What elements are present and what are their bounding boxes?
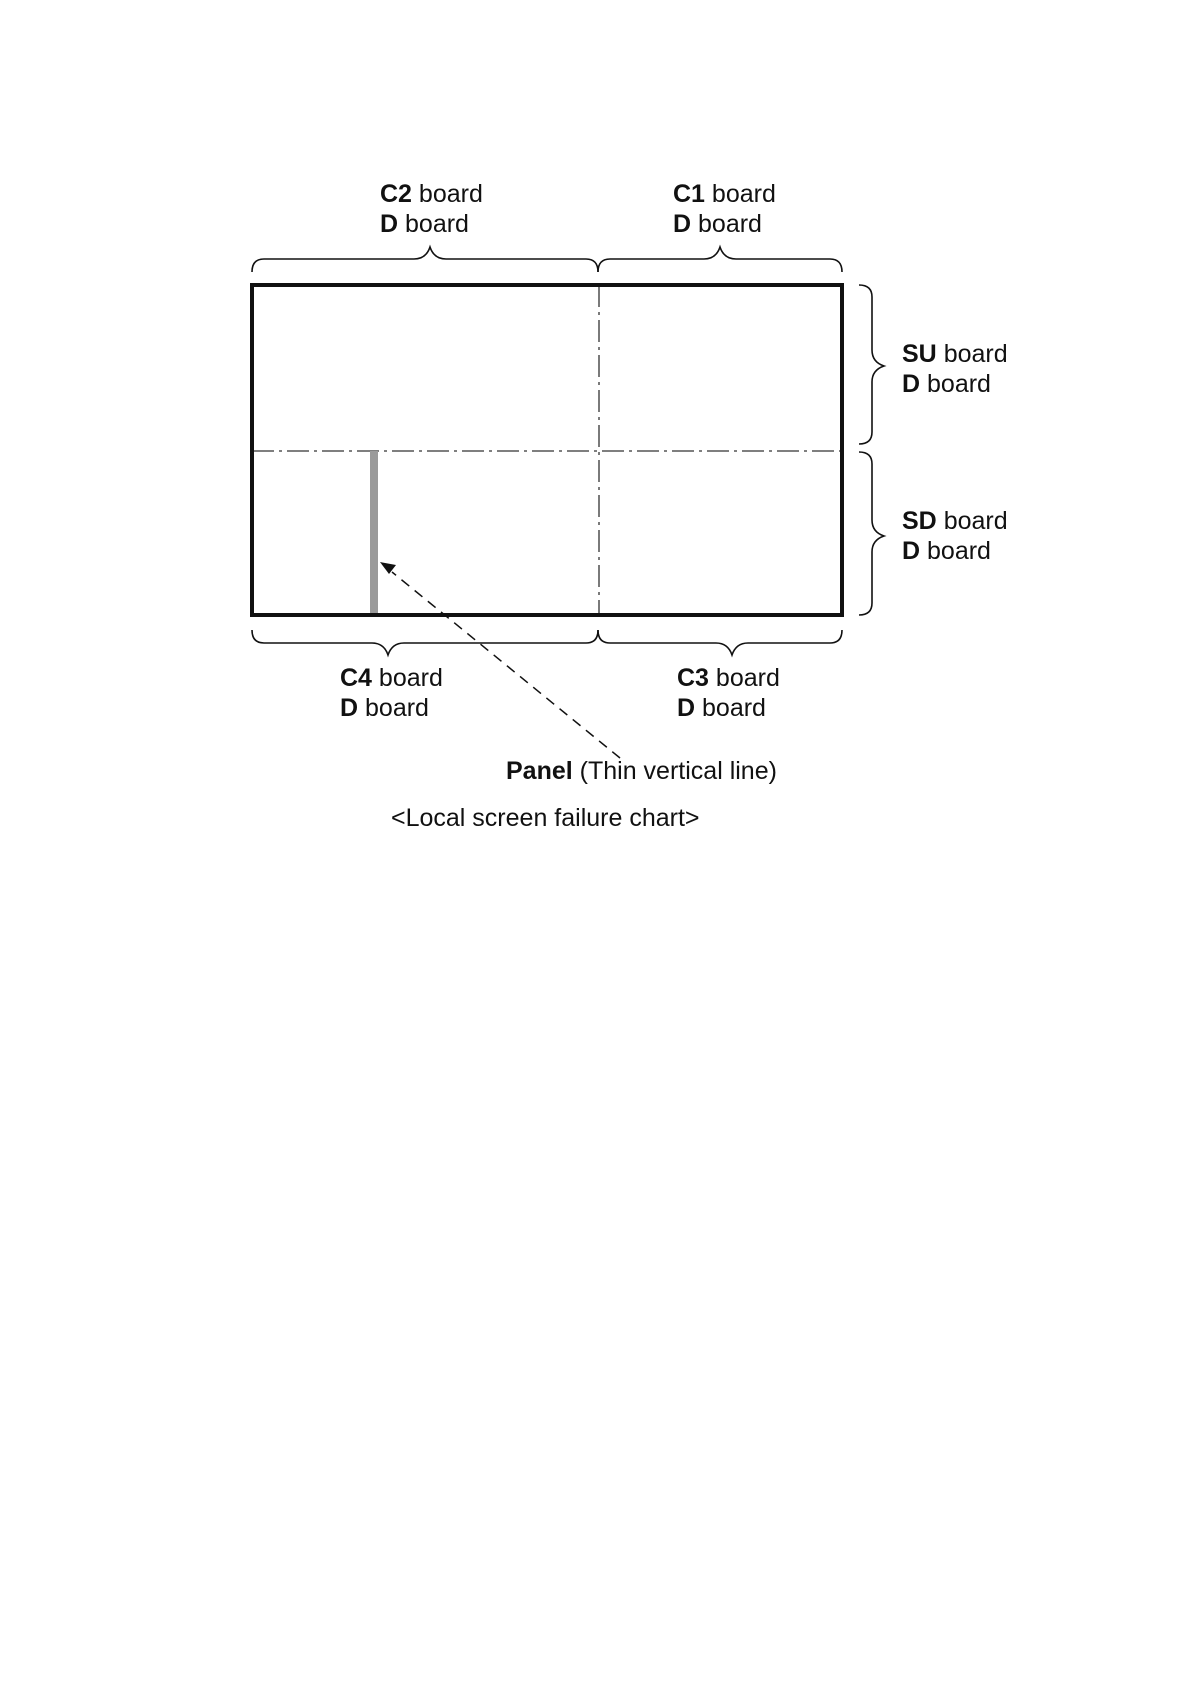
label-sd-d-board bbox=[902, 506, 1008, 566]
defect-vertical-line bbox=[370, 451, 378, 616]
c2-code: C2 bbox=[380, 180, 412, 208]
right-bottom-brace bbox=[859, 452, 884, 615]
c4-code: C4 bbox=[340, 664, 372, 692]
su-word: board bbox=[943, 340, 1008, 368]
c3-code: C3 bbox=[677, 664, 709, 692]
c2-word: board bbox=[418, 180, 483, 208]
su-code: SU bbox=[902, 340, 937, 368]
c2-d-word: board bbox=[405, 210, 469, 238]
c3-word: board bbox=[715, 664, 780, 692]
su-d-code: D bbox=[902, 370, 921, 398]
diagram-caption: <Local screen failure chart> bbox=[391, 804, 700, 832]
label-c2-d-board bbox=[380, 179, 483, 239]
bottom-right-brace bbox=[598, 630, 842, 655]
c1-d-word: board bbox=[698, 210, 762, 238]
c4-d-word: board bbox=[365, 694, 429, 722]
c1-d-code: D bbox=[673, 210, 692, 238]
label-panel-pointer bbox=[506, 756, 777, 786]
label-c4-d-board bbox=[340, 663, 443, 723]
c1-word: board bbox=[711, 180, 776, 208]
label-su-d-board bbox=[902, 339, 1008, 399]
label-c1-d-board bbox=[673, 179, 776, 239]
c1-code: C1 bbox=[673, 180, 705, 208]
sd-d-word: board bbox=[927, 537, 991, 565]
top-left-brace bbox=[252, 247, 598, 272]
c4-word: board bbox=[378, 664, 443, 692]
label-c3-d-board bbox=[677, 663, 780, 723]
c3-d-code: D bbox=[677, 694, 696, 722]
panel-bold: Panel bbox=[506, 757, 573, 785]
c3-d-word: board bbox=[702, 694, 766, 722]
panel-frame bbox=[252, 285, 842, 615]
c4-d-code: D bbox=[340, 694, 359, 722]
sd-code: SD bbox=[902, 507, 937, 535]
su-d-word: board bbox=[927, 370, 991, 398]
c2-d-code: D bbox=[380, 210, 399, 238]
right-top-brace bbox=[859, 285, 884, 444]
sd-d-code: D bbox=[902, 537, 921, 565]
panel-description: (Thin vertical line) bbox=[579, 757, 777, 785]
top-right-brace bbox=[598, 247, 842, 272]
sd-word: board bbox=[943, 507, 1008, 535]
bottom-left-brace bbox=[252, 630, 598, 655]
pointer-arrowhead bbox=[380, 562, 396, 574]
